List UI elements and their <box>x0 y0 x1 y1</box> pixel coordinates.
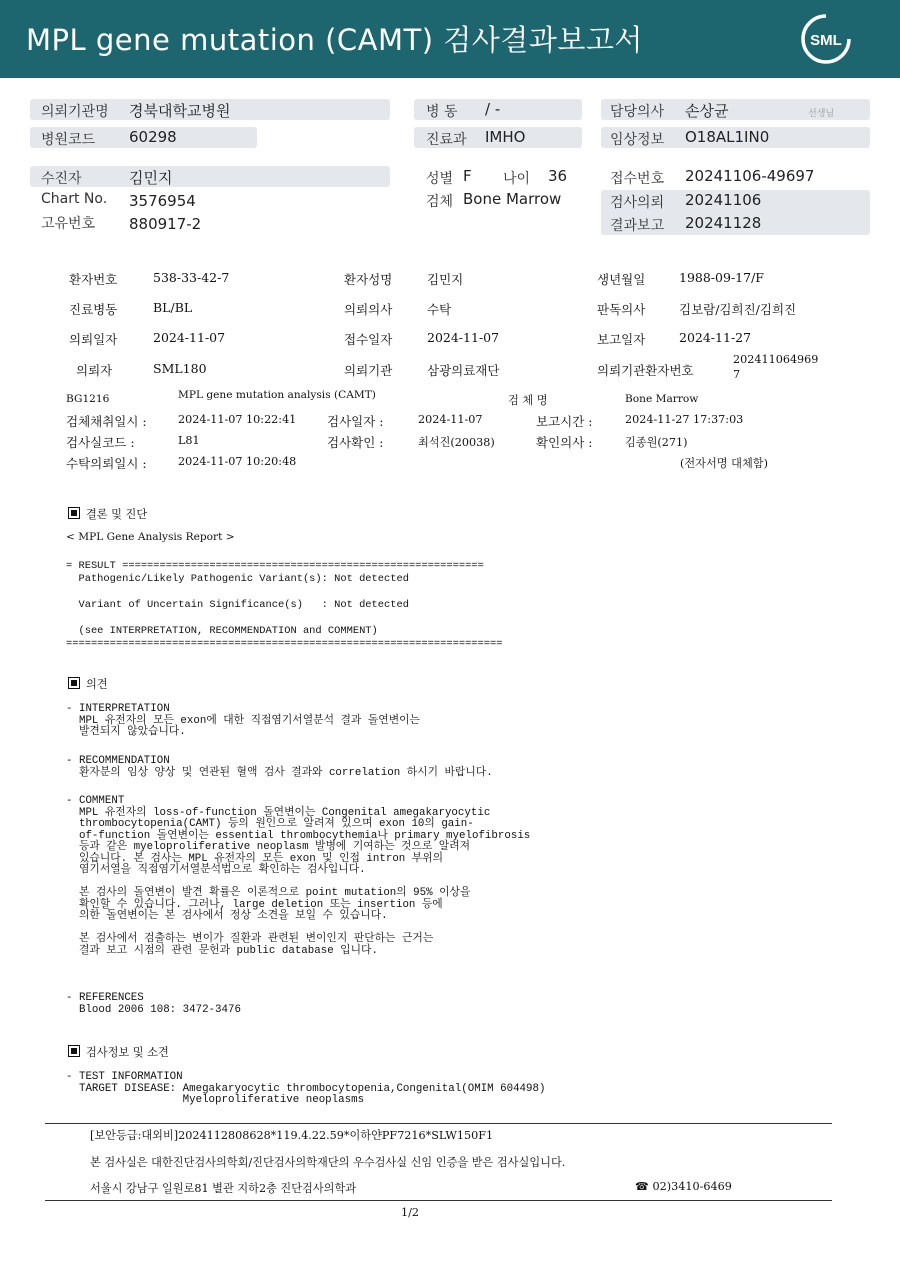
request-label: 검사의뢰 <box>610 195 665 211</box>
doc-label-8: 접수일자 <box>344 332 393 347</box>
report-label: 결과보고 <box>610 218 665 234</box>
receipt-value: 20241106-49697 <box>685 167 815 185</box>
doc-value-12b: 7 <box>733 368 741 381</box>
collect-value: 2024-11-07 10:22:41 <box>178 413 297 426</box>
collect-label: 검체채취일시 : <box>66 414 147 429</box>
doc-value-11: 삼광의료재단 <box>427 363 500 378</box>
doc-value-9: 2024-11-27 <box>679 330 752 345</box>
doc-label-11: 의뢰기관 <box>344 363 393 378</box>
doctor-label: 담당의사 <box>610 104 665 120</box>
result-section-title: 결론 및 진단 <box>68 506 147 522</box>
phone-line: ☎ 02)3410-6469 <box>635 1180 732 1193</box>
result-block: = RESULT ========================================================== Pathogenic/Likely Pathogenic Variant(s): Not detected Variant of Uncertain Significance(s) : Not detected (see INTERPRETATION, RECOMMENDATION and COMMENT) ====================================================================== <box>66 560 503 650</box>
doc-value-1: 538-33-42-7 <box>153 270 230 285</box>
doc-label-2: 환자성명 <box>344 272 393 287</box>
section-bullet-icon <box>68 677 80 689</box>
address-line: 서울시 강남구 일원로81 별관 지하2층 진단검사의학과 <box>90 1182 357 1195</box>
ward-label: 병 동 <box>426 104 458 120</box>
testdate-label: 검사일자 : <box>327 414 384 429</box>
doc-label-7: 의뢰일자 <box>69 332 118 347</box>
opinion-section-title: 의견 <box>68 676 108 692</box>
patient-bar <box>30 166 390 187</box>
logo-text: SML <box>810 32 842 49</box>
recommendation-block: - RECOMMENDATION 환자분의 임상 양상 및 연관된 혈액 검사 결과와 correlation 하시기 바랍니다. <box>66 755 493 779</box>
specimen-label: 검체 <box>426 194 454 210</box>
doc-label-5: 의뢰의사 <box>344 302 393 317</box>
patient-value: 김민지 <box>129 169 173 187</box>
interpretation-block: - INTERPRETATION MPL 유전자의 모든 exon에 대한 직접염기서열분석 결과 돌연변이는 발견되지 않았습니다. <box>66 703 420 738</box>
doc-value-4: BL/BL <box>153 300 193 315</box>
ward-value: / - <box>485 100 501 118</box>
reporttime-value: 2024-11-27 17:37:03 <box>625 413 744 426</box>
chart-label: Chart No. <box>41 191 108 207</box>
specimen-value: Bone Marrow <box>463 190 562 208</box>
doc-label-12: 의뢰기관환자번호 <box>597 363 694 378</box>
verify-label: 확인의사 : <box>536 435 593 450</box>
doc-value-7: 2024-11-07 <box>153 330 226 345</box>
report-title: MPL gene mutation (CAMT) 검사결과보고서 <box>26 23 643 57</box>
confirm-label: 검사확인 : <box>327 435 384 450</box>
specimen-name: Bone Marrow <box>625 393 699 405</box>
doc-label-9: 보고일자 <box>597 332 646 347</box>
sml-logo <box>801 14 851 64</box>
uid-value: 880917-2 <box>129 215 202 233</box>
age-label: 나이 <box>503 171 531 187</box>
footer-rule-top <box>45 1123 832 1124</box>
sex-label: 성별 <box>426 171 454 187</box>
section-bullet-icon <box>68 1045 80 1057</box>
age-value: 36 <box>548 167 568 185</box>
lab-value: L81 <box>178 434 200 447</box>
code-label: 병원코드 <box>41 132 96 148</box>
comment-block: - COMMENT MPL 유전자의 loss-of-function 돌연변이는 Congenital amegakaryocytic thrombocytopenia(CAMT) 등의 원인으로 알려져 있으며 exon 10의 gain- of-function 돌연변이는 essential thrombocythemia나 primary myelofibrosis 등과 같은 myeloproliferative neoplasm 발병에 기여하는 것으로 알려져 있습니다. 본 검사는 MPL 유전자의 모든 exon 및 인접 intron 부위의 염기서열을 직접염기서열분석법으로 확인하는 검사입니다. 본 검사의 돌연변이 발견 확률은 이론적으로 point mutation의 95% 이상을 확인할 수 있습니다. 그러나, large deletion 또는 insertion 등에 의한 돌연변이는 본 검사에서 정상 소견을 보일 수 있습니다. 본 검사에서 검출하는 변이가 질환과 관련된 변이인지 판단하는 근거는 결과 보고 시점의 관련 문헌과 public database 입니다. <box>66 795 531 957</box>
doc-value-10: SML180 <box>153 361 207 376</box>
security-line: [보안등급:대외비]2024112808628*119.4.22.59*이하얀PF7216*SLW150F1 <box>90 1129 494 1142</box>
test-name: MPL gene mutation analysis (CAMT) <box>178 389 376 401</box>
specimen-name-label: 검 체 명 <box>508 394 548 407</box>
references-block: - REFERENCES Blood 2006 108: 3472-3476 <box>66 992 241 1016</box>
hospital-label: 의뢰기관명 <box>41 104 109 120</box>
request-value: 20241106 <box>685 191 762 209</box>
dept-label: 진료과 <box>426 132 467 148</box>
report-header <box>0 0 900 78</box>
receipt-label: 접수번호 <box>610 171 665 187</box>
bg-code: BG1216 <box>66 393 110 405</box>
test-info-block: - TEST INFORMATION TARGET DISEASE: Amegakaryocytic thrombocytopenia,Congenital(OMIM 604498) Myeloproliferative neoplasms <box>66 1071 546 1106</box>
doc-value-6: 김보람/김희진/김희진 <box>679 302 797 317</box>
footer-rule-bottom <box>45 1200 832 1201</box>
sex-value: F <box>463 167 472 185</box>
hospital-value: 경북대학교병원 <box>129 102 231 120</box>
info-section-title: 검사정보 및 소견 <box>68 1044 169 1060</box>
doc-value-12: 202411064969 <box>733 353 819 366</box>
doc-value-8: 2024-11-07 <box>427 330 500 345</box>
report-subheader: < MPL Gene Analysis Report > <box>66 531 235 543</box>
section-bullet-icon <box>68 507 80 519</box>
doc-label-4: 진료병동 <box>69 302 118 317</box>
reporttime-label: 보고시간 : <box>536 414 593 429</box>
lab-label: 검사실코드 : <box>66 435 135 450</box>
testdate-value: 2024-11-07 <box>418 413 483 426</box>
code-value: 60298 <box>129 128 177 146</box>
dept-value: IMHO <box>485 128 526 146</box>
recv-value: 2024-11-07 10:20:48 <box>178 455 297 468</box>
doc-label-6: 판독의사 <box>597 302 646 317</box>
doc-label-10: 의뢰자 <box>76 363 113 378</box>
doctor-suffix: 선생님 <box>808 109 835 119</box>
report-value: 20241128 <box>685 214 762 232</box>
esign-note: (전자서명 대체함) <box>680 457 768 470</box>
doc-value-5: 수탁 <box>427 302 452 317</box>
chart-value: 3576954 <box>129 192 196 210</box>
patient-label: 수진자 <box>41 171 82 187</box>
recv-label: 수탁의뢰일시 : <box>66 456 147 471</box>
doc-value-2: 김민지 <box>427 272 464 287</box>
doctor-value: 손상균 <box>685 102 729 120</box>
clinical-value: O18AL1IN0 <box>685 128 770 146</box>
clinical-label: 임상정보 <box>610 132 665 148</box>
verify-value: 김종원(271) <box>625 436 688 449</box>
doc-value-3: 1988-09-17/F <box>679 270 764 285</box>
doc-label-3: 생년월일 <box>597 272 646 287</box>
uid-label: 고유번호 <box>41 216 96 232</box>
certification-line: 본 검사실은 대한진단검사의학회/진단검사의학재단의 우수검사실 신임 인증을 받은 검사실입니다. <box>90 1156 566 1169</box>
doc-label-1: 환자번호 <box>69 272 118 287</box>
page-number: 1/2 <box>401 1206 420 1219</box>
confirm-value: 최석진(20038) <box>418 436 495 449</box>
